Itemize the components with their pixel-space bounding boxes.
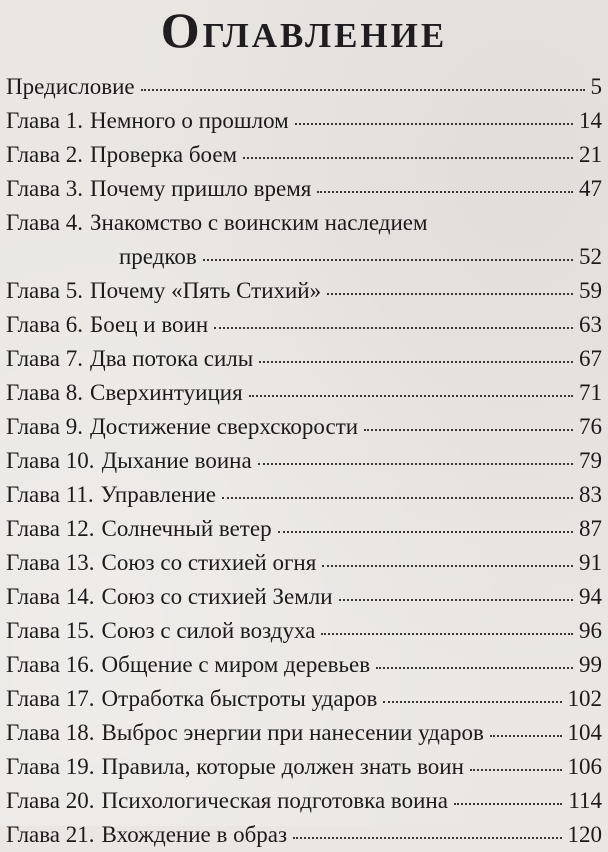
toc-entry-chapter-18 [6,716,602,750]
toc-entry-number: Глава 8. [6,380,84,405]
toc-entry-chapter-12 [6,512,602,546]
toc-entry-number: Глава 3. [6,176,84,201]
toc-entry-title-continued: предков [119,244,197,269]
toc-entry-page: 106 [567,754,602,779]
toc-entry-chapter-2 [6,138,602,172]
toc-entry-page: 47 [579,176,602,201]
toc-entry-chapter-15 [6,614,602,648]
toc-entry-title: Отработка быстроты ударов [101,686,378,711]
toc-entry-title: Проверка боем [90,142,238,167]
toc-entry-page: 63 [579,312,602,337]
toc-entry-title: Солнечный ветер [101,516,272,541]
dot-leader [258,463,573,465]
toc-entry-page: 87 [579,516,602,541]
toc-entry-title: Достижение сверхскорости [90,414,359,439]
toc-entry-page: 96 [579,618,602,643]
toc-entry-number: Глава 14. [6,584,95,609]
toc-entry-page: 14 [579,108,602,133]
toc-entry-number: Глава 20. [6,788,95,813]
dot-leader [376,667,573,669]
toc-entry-title: Сверхинтуиция [90,380,243,405]
toc-entry-page: 114 [568,788,602,813]
dot-leader [249,395,573,397]
toc-entry-page: 91 [579,550,602,575]
toc-entry-page: 104 [567,720,602,745]
table-of-contents [6,70,602,852]
toc-entry-chapter-1 [6,104,602,138]
dot-leader [383,701,561,703]
toc-entry-title: Боец и воин [90,312,209,337]
toc-entry-number: Глава 18. [6,720,95,745]
toc-entry-page: 99 [579,652,602,677]
toc-entry-chapter-8 [6,376,602,410]
toc-entry-number: Глава 15. [6,618,95,643]
toc-entry-title: Союз со стихией огня [101,550,317,575]
toc-entry-title: Союз со стихией Земли [101,584,333,609]
toc-entry-number: Глава 16. [6,652,95,677]
toc-entry-page: 102 [567,686,602,711]
toc-entry-page: 120 [567,822,602,847]
toc-entry-chapter-3 [6,172,602,206]
toc-entry-number: Глава 21. [6,822,95,847]
toc-entry-chapter-13 [6,546,602,580]
toc-entry-number: Глава 11. [6,482,94,507]
toc-entry-chapter-4 [6,206,602,240]
dot-leader [322,565,573,567]
toc-entry-page: 59 [579,278,602,303]
toc-entry-chapter-21 [6,818,602,852]
toc-entry-number: Глава 1. [6,108,84,133]
toc-entry-title: Вхождение в образ [101,822,288,847]
toc-entry-number: Глава 12. [6,516,95,541]
toc-entry-title: Знакомство с воинским наследием [90,210,428,235]
toc-entry-chapter-17 [6,682,602,716]
toc-heading: Оглавление [160,2,448,58]
toc-entry-number: Глава 6. [6,312,84,337]
toc-entry-number: Глава 9. [6,414,84,439]
toc-entry-chapter-20 [6,784,602,818]
toc-entry-title: Психологическая подготовка воина [101,788,448,813]
dot-leader [222,497,573,499]
dot-leader [141,89,585,91]
toc-entry-title: Почему «Пять Стихий» [90,278,322,303]
dot-leader [295,123,573,125]
toc-entry-number: Глава 7. [6,346,84,371]
toc-entry-chapter-14 [6,580,602,614]
dot-leader [293,837,561,839]
toc-entry-page: 52 [579,244,602,269]
toc-entry-number: Глава 2. [6,142,84,167]
toc-entry-chapter-9 [6,410,602,444]
toc-entry-page: 94 [579,584,602,609]
toc-entry-chapter-6 [6,308,602,342]
dot-leader [364,429,573,431]
toc-entry-number: Глава 19. [6,754,95,779]
toc-entry-page: 67 [579,346,602,371]
toc-entry-page: 5 [590,74,602,99]
dot-leader [339,599,573,601]
toc-entry-preface [6,70,602,104]
toc-entry-number: Глава 17. [6,686,95,711]
dot-leader [317,191,573,193]
toc-entry-chapter-19 [6,750,602,784]
toc-entry-page: 76 [579,414,602,439]
dot-leader [454,803,562,805]
toc-entry-number: Глава 10. [6,448,95,473]
dot-leader [214,327,573,329]
toc-entry-title: Общение с миром деревьев [101,652,371,677]
dot-leader [278,531,573,533]
toc-entry-title: Немного о прошлом [90,108,289,133]
dot-leader [259,361,573,363]
dot-leader [470,769,562,771]
toc-entry-page: 71 [579,380,602,405]
dot-leader [243,157,573,159]
toc-entry-title: Почему пришло время [90,176,312,201]
toc-entry-chapter-16 [6,648,602,682]
toc-entry-chapter-5 [6,274,602,308]
toc-entry-chapter-7 [6,342,602,376]
dot-leader [321,633,573,635]
dot-leader [327,293,573,295]
toc-entry-chapter-10 [6,444,602,478]
toc-entry-page: 79 [579,448,602,473]
toc-entry-page: 83 [579,482,602,507]
toc-entry-chapter-11 [6,478,602,512]
toc-entry-title: Два потока силы [90,346,254,371]
toc-entry-title: Управление [100,482,217,507]
toc-entry-title: Союз с силой воздуха [101,618,316,643]
toc-entry-number: Глава 5. [6,278,84,303]
toc-entry-chapter-4-continued [6,240,602,274]
toc-entry-number: Глава 13. [6,550,95,575]
toc-entry-page: 21 [579,142,602,167]
dot-leader [203,259,573,261]
toc-entry-number: Глава 4. [6,210,84,235]
dot-leader [490,735,562,737]
toc-entry-title: Дыхание воина [101,448,252,473]
toc-entry-title: Предисловие [6,74,135,99]
toc-entry-title: Правила, которые должен знать воин [101,754,464,779]
toc-entry-title: Выброс энергии при нанесении ударов [101,720,484,745]
